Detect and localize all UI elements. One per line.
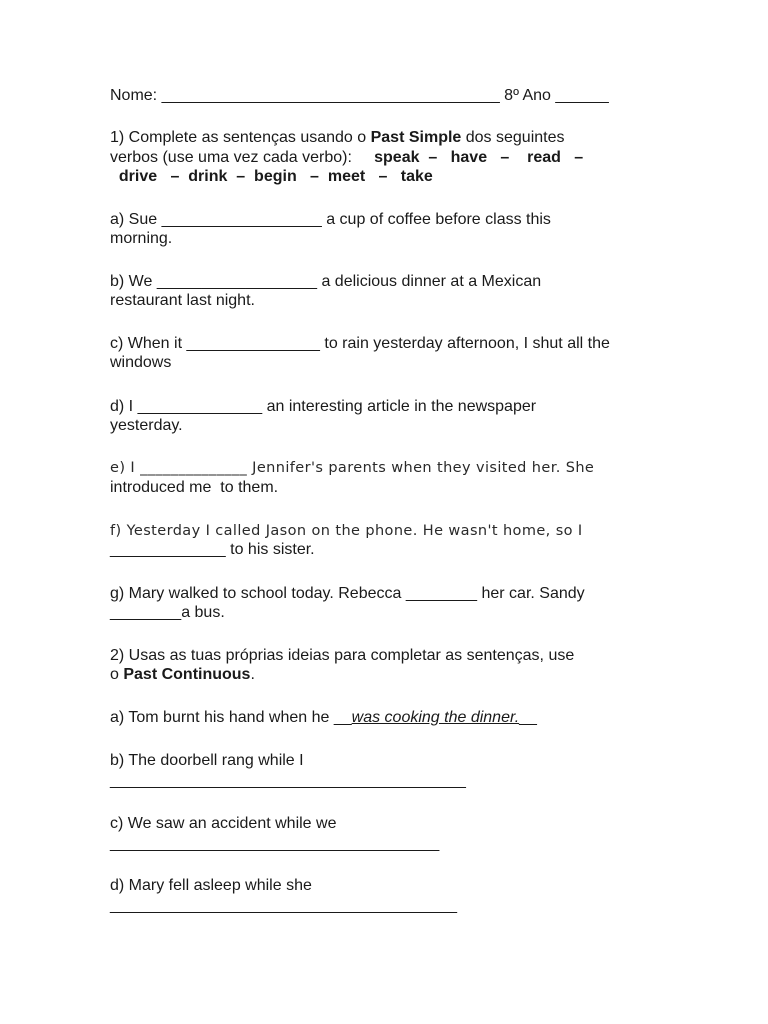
exercise1-intro-text-end: dos seguintes [461,129,565,146]
exercise1-intro-text: 1) Complete as sentenças usando o [110,129,371,146]
exercise1-item-c-line1[interactable]: c) When it _______________ to rain yesterday afternoon, I shut all the [110,335,610,352]
exercise2-intro-line2 [110,665,255,684]
name-line [110,86,609,105]
exercise1-item-e-line2: introduced me to them. [110,479,279,496]
grade-blank[interactable]: ______ [555,87,609,104]
exercise2-example-tail: __ [519,709,537,726]
exercise1-intro-line2 [110,148,583,167]
exercise2-item-d-blank[interactable]: _______________________________________ [110,897,458,914]
exercise1-item-d-line1[interactable]: d) I ______________ an interesting article in the newspaper [110,398,537,415]
exercise1-item-c-line2: windows [110,354,172,371]
exercise1-tense: Past Simple [370,129,462,146]
exercise1-item-e-line1[interactable]: e) I ______________ Jennifer's parents when they visited her. She [110,460,595,476]
name-blank[interactable]: ______________________________________ [161,87,500,104]
exercise1-item-d-line2: yesterday. [110,417,183,434]
name-label: Nome: [110,87,158,104]
exercise2-item-d-line1: d) Mary fell asleep while she [110,877,312,894]
exercise2-item-a [110,708,537,727]
exercise2-item-b-blank[interactable]: ________________________________________ [110,772,466,789]
verb-list-part1: speak – have – read – [374,149,584,166]
exercise2-item-c-blank[interactable]: _____________________________________ [110,835,440,852]
exercise1-item-g-line1[interactable]: g) Mary walked to school today. Rebecca ________ her car. Sandy [110,585,585,602]
exercise1-item-f-line2[interactable]: _____________ to his sister. [110,541,315,558]
exercise2-intro-end: . [250,666,255,683]
exercise1-item-b-line1[interactable]: b) We __________________ a delicious dinner at a Mexican [110,273,542,290]
exercise2-intro-line1: 2) Usas as tuas próprias ideias para completar as sentenças, use [110,647,575,664]
exercise1-item-a-line2: morning. [110,230,173,247]
verb-list-part2: drive – drink – begin – meet – take [110,168,433,185]
exercise2-example-answer: was cooking the dinner. [351,709,520,726]
exercise2-intro-text: o [110,666,124,683]
exercise2-item-c-line1: c) We saw an accident while we [110,815,337,832]
exercise2-tense: Past Continuous [123,666,251,683]
exercise1-item-f-line1: f) Yesterday I called Jason on the phone. He wasn't home, so I [110,523,583,539]
exercise1-item-g-line2[interactable]: ________a bus. [110,604,225,621]
exercise2-example-prompt: a) Tom burnt his hand when he __ [110,709,352,726]
exercise1-item-a-line1[interactable]: a) Sue __________________ a cup of coffee before class this [110,211,551,228]
grade-label: 8º Ano [504,87,551,104]
exercise1-item-b-line2: restaurant last night. [110,292,255,309]
exercise1-intro-text2: verbos (use uma vez cada verbo): [110,149,375,166]
exercise1-intro-line1 [110,128,565,147]
exercise2-item-b-line1: b) The doorbell rang while I [110,752,304,769]
